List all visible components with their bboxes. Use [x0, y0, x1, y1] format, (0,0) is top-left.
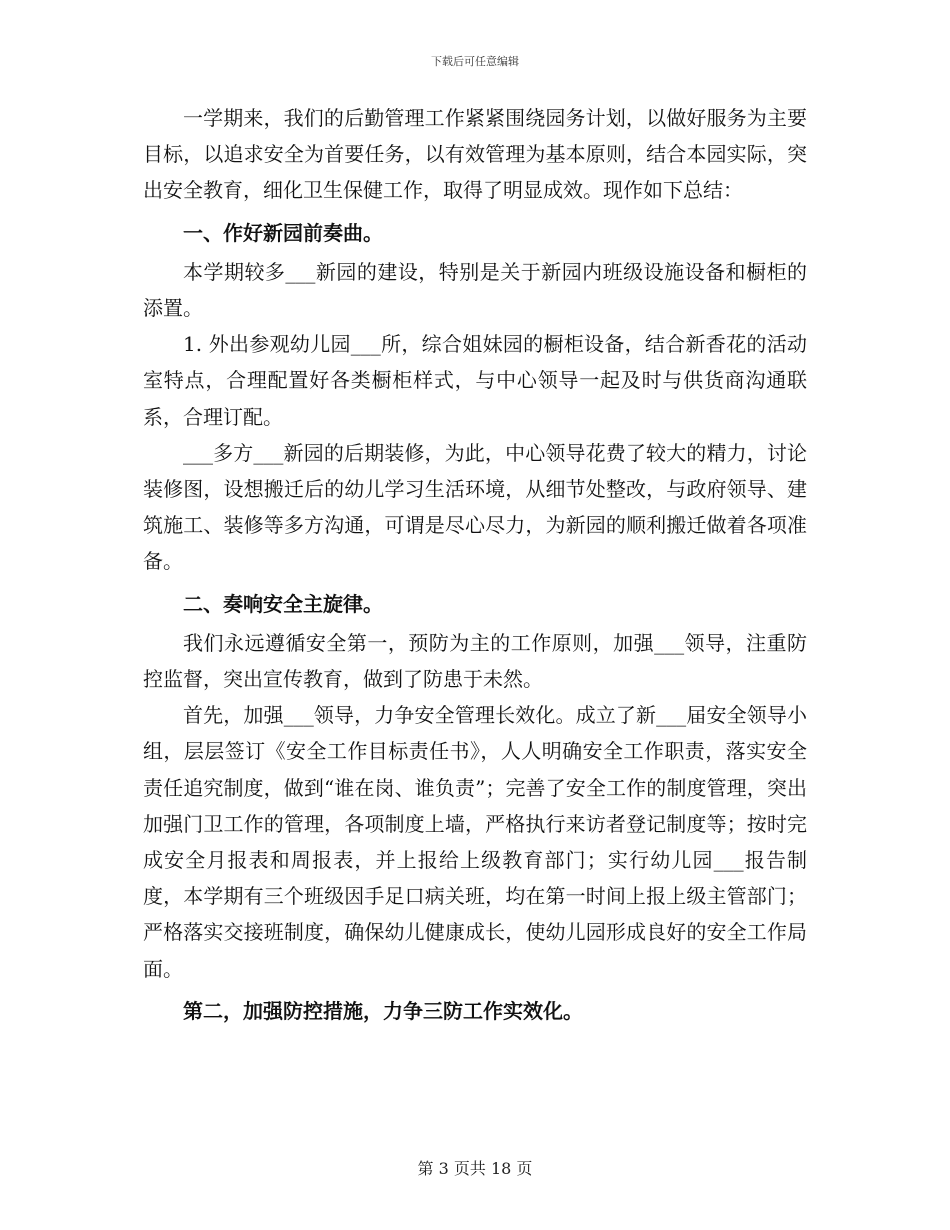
section-heading-3: 第二，加强防控措施，力争三防工作实效化。	[183, 998, 583, 1023]
paragraph: 我们永远遵循安全第一，预防为主的工作原则，加强___领导，注重防控监督，突出宣传教育，做到了防患于未然。	[143, 630, 807, 692]
page-number: 第 3 页共 18 页	[417, 1159, 533, 1178]
paragraph-intro: 一学期来，我们的后勤管理工作紧紧围绕园务计划，以做好服务为主要目标，以追求安全为首要任务，以有效管理为基本原则，结合本园实际，突出安全教育，细化卫生保健工作，取得了明显成效。现作如下总结：	[143, 106, 807, 203]
paragraph: 1. 外出参观幼儿园___所，综合姐妹园的橱柜设备，结合新香花的活动室特点，合理配置好各类橱柜样式，与中心领导一起及时与供货商沟通联系，合理订配。	[143, 332, 807, 429]
paragraph: 首先，加强___领导，力争安全管理长效化。成立了新___届安全领导小组，层层签订《安全工作目标责任书》，人人明确安全工作职责，落实安全责任追究制度，做到“谁在岗、谁负责”；完善了安全工作的制度管理，突出加强门卫工作的管理，各项制度上墙，严格执行来访者登记制度等；按时完成安全月报表和周报表，并上报给上级教育部门；实行幼儿园___报告制度，本学期有三个班级因手足口病关班，均在第一时间上报上级主管部门；严格落实交接班制度，确保幼儿健康成长，使幼儿园形成良好的安全工作局面。	[143, 703, 807, 981]
section-heading-2: 二、奏响安全主旋律。	[183, 591, 383, 616]
paragraph: ___多方___新园的后期装修，为此，中心领导花费了较大的精力，讨论装修图，设想搬迁后的幼儿学习生活环境，从细节处整改，与政府领导、建筑施工、装修等多方沟通，可谓是尽心尽力，为新园的顺利搬迁做着各项准备。	[143, 440, 807, 574]
paragraph: 本学期较多___新园的建设，特别是关于新园内班级设施设备和橱柜的添置。	[143, 259, 807, 321]
section-heading-1: 一、作好新园前奏曲。	[183, 220, 383, 245]
document-body	[143, 100, 807, 1032]
page-header-note: 下载后可任意编辑	[431, 55, 519, 68]
